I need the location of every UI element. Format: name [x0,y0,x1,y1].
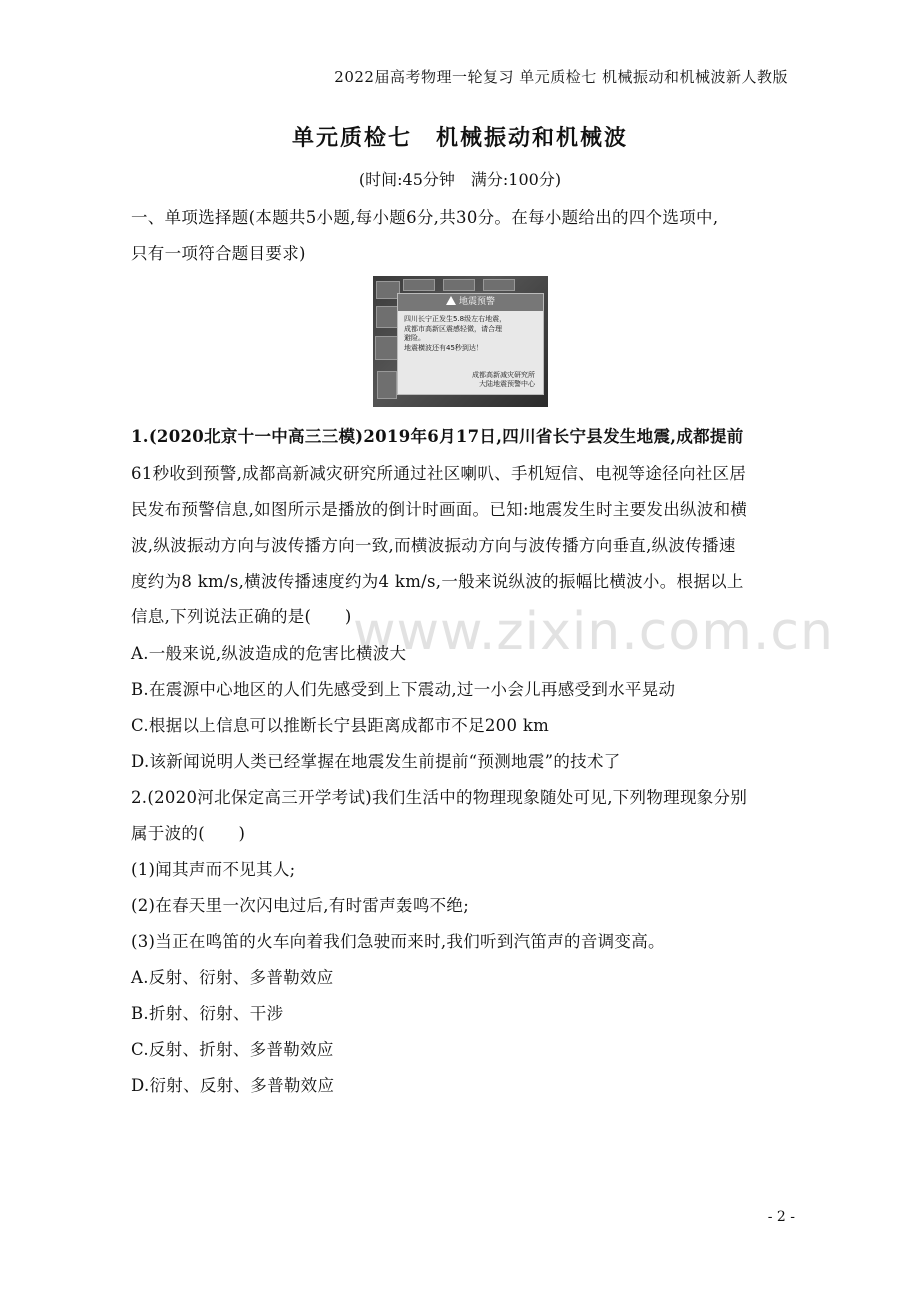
signature-line: 成都高新减灾研究所 [472,371,535,379]
q2-option-a: A.反射、衍射、多普勒效应 [131,968,334,987]
page-title: 单元质检七 机械振动和机械波 [291,125,628,151]
q1-option-b: B.在震源中心地区的人们先感受到上下震动,过一小会儿再感受到水平晃动 [131,680,676,699]
q1-stem-line: 61秒收到预警,成都高新减灾研究所通过社区喇叭、手机短信、电视等途径向社区居 [131,464,747,483]
exam-time-info: (时间:45分钟 满分:100分) [358,170,562,189]
warning-dialog-header [398,294,543,311]
warning-dialog [397,293,544,395]
document-header: 2022届高考物理一轮复习 单元质检七 机械振动和机械波新人教版 [334,68,788,86]
warning-signature [472,371,535,389]
section-heading-line-2: 只有一项符合题目要求) [131,244,306,263]
earthquake-warning-figure [373,276,548,407]
q2-option-d: D.衍射、反射、多普勒效应 [131,1076,335,1095]
q2-item-1: (1)闻其声而不见其人; [131,860,296,879]
watermark: www.zixin.com.cn [353,602,834,662]
page-number: - 2 - [767,1209,795,1225]
q1-stem-line: 1.(2020北京十一中高三三模)2019年6月17日,四川省长宁县发生地震,成都提前 [131,427,744,446]
q1-stem-line: 信息,下列说法正确的是( ) [131,607,352,626]
q2-item-2: (2)在春天里一次闪电过后,有时雷声轰鸣不绝; [131,896,470,915]
q2-item-3: (3)当正在鸣笛的火车向着我们急驶而来时,我们听到汽笛声的音调变高。 [131,932,665,951]
warning-triangle-icon [446,296,456,305]
q2-stem-line: 2.(2020河北保定高三开学考试)我们生活中的物理现象随处可见,下列物理现象分别 [131,788,748,807]
q1-stem-line: 波,纵波振动方向与波传播方向一致,而横波振动方向与波传播方向垂直,纵波传播速 [131,536,736,555]
q1-stem-line: 度约为8 km/s,横波传播速度约为4 km/s,一般来说纵波的振幅比横波小。根据以上 [131,572,744,591]
warning-line: 避险。 [404,334,425,342]
warning-dialog-title: 地震预警 [458,297,495,307]
q1-option-a: A.一般来说,纵波造成的危害比横波大 [131,644,407,663]
q1-stem-line: 民发布预警信息,如图所示是播放的倒计时画面。已知:地震发生时主要发出纵波和横 [131,500,748,519]
section-heading-line-1: 一、单项选择题(本题共5小题,每小题6分,共30分。在每小题给出的四个选项中, [131,208,719,227]
q2-stem-line: 属于波的( ) [131,824,246,843]
signature-line: 大陆地震预警中心 [479,380,535,388]
q2-option-b: B.折射、衍射、干涉 [131,1004,284,1023]
q1-option-c: C.根据以上信息可以推断长宁县距离成都市不足200 km [131,716,550,735]
warning-line: 成都市高新区震感轻微，请合理 [404,324,502,333]
warning-line: 地震横波还有45秒到达！ [404,343,483,352]
q2-option-c: C.反射、折射、多普勒效应 [131,1040,334,1059]
warning-dialog-body [398,311,543,357]
q1-option-d: D.该新闻说明人类已经掌握在地震发生前提前“预测地震”的技术了 [131,752,621,771]
warning-line: 四川长宁正发生5.8级左右地震， [404,315,507,323]
